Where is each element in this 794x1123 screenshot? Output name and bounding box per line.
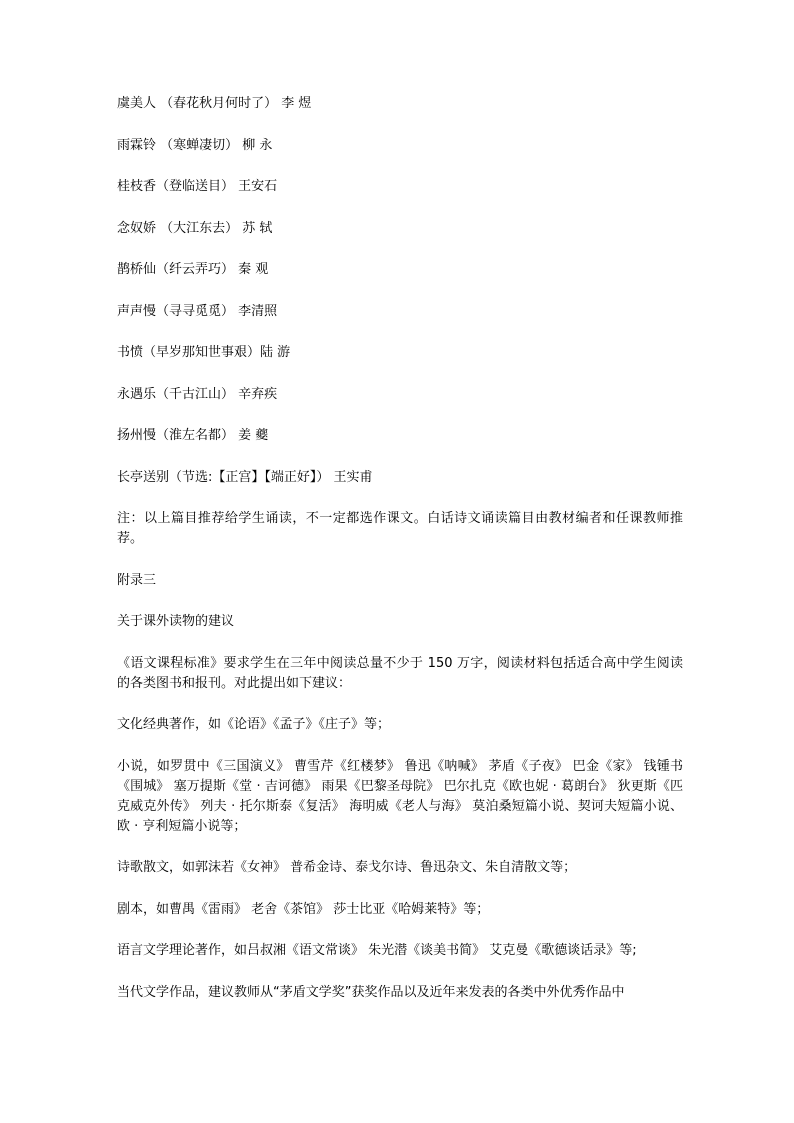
suggestion-paragraph: 语言文学理论著作，如吕叔湘《语文常谈》 朱光潜《谈美书简》 艾克曼《歌德谈话录》等;	[117, 943, 637, 958]
document-page	[117, 94, 683, 1024]
suggestion-paragraph: 当代文学作品，建议教师从“茅盾文学奖”获奖作品以及近年来发表的各类中外优秀作品中	[117, 984, 625, 1000]
poem-line: 虞美人 （春花秋月何时了） 李 煜	[117, 96, 312, 111]
intro-paragraph: 《语文课程标准》要求学生在三年中阅读总量不少于 150 万字，阅读材料包括适合高中学生阅读的各类图书和报刊。对此提出如下建议：	[117, 655, 683, 691]
poem-line: 长亭送别（节选:【正宫】【端正好】） 王实甫	[117, 469, 373, 485]
suggestion-paragraph: 诗歌散文，如郭沫若《女神》 普希金诗、泰戈尔诗、鲁迅杂文、朱自清散文等；	[117, 860, 577, 875]
poem-line: 永遇乐（千古江山） 辛弃疾	[117, 386, 278, 402]
suggestion-paragraph: 小说，如罗贯中《三国演义》 曹雪芹《红楼梦》 鲁迅《呐喊》 茅盾《子夜》 巴金《家》 钱锺书《围城》 塞万提斯《堂 · 吉诃德》 雨果《巴黎圣母院》 巴尔扎克《欧也妮 · 葛朗台》 狄更斯《匹克威克外传》 列夫 · 托尔斯泰《复活》 海明威《老人与海》 莫泊桑短篇小说、契诃夫短篇小说、欧 · 亨利短篇小说等；	[117, 758, 683, 834]
poem-line: 念奴娇 （大江东去） 苏 轼	[117, 220, 273, 236]
note-paragraph: 注：以上篇目推荐给学生诵读，不一定都选作课文。白话诗文诵读篇目由教材编者和任课教师推荐。	[117, 511, 683, 546]
poem-line: 声声慢（寻寻觅觅） 李清照	[117, 303, 278, 319]
poem-line: 雨霖铃 （寒蝉凄切） 柳 永	[117, 137, 273, 153]
section-title: 关于课外读物的建议	[117, 614, 235, 629]
poem-line: 书愤（早岁那知世事艰）陆 游	[117, 345, 291, 360]
suggestion-paragraph: 剧本，如曹禺《雷雨》 老舍《茶馆》 莎士比亚《哈姆莱特》等；	[117, 901, 490, 917]
poem-line: 桂枝香（登临送目） 王安石	[117, 179, 278, 194]
poem-line: 扬州慢（淮左名都） 姜 夔	[117, 428, 269, 443]
suggestion-paragraph: 文化经典著作，如《论语》《孟子》《庄子》等；	[117, 717, 391, 732]
appendix-title: 附录三	[117, 572, 157, 588]
poem-line: 鹊桥仙（纤云弄巧） 秦 观	[117, 262, 269, 277]
